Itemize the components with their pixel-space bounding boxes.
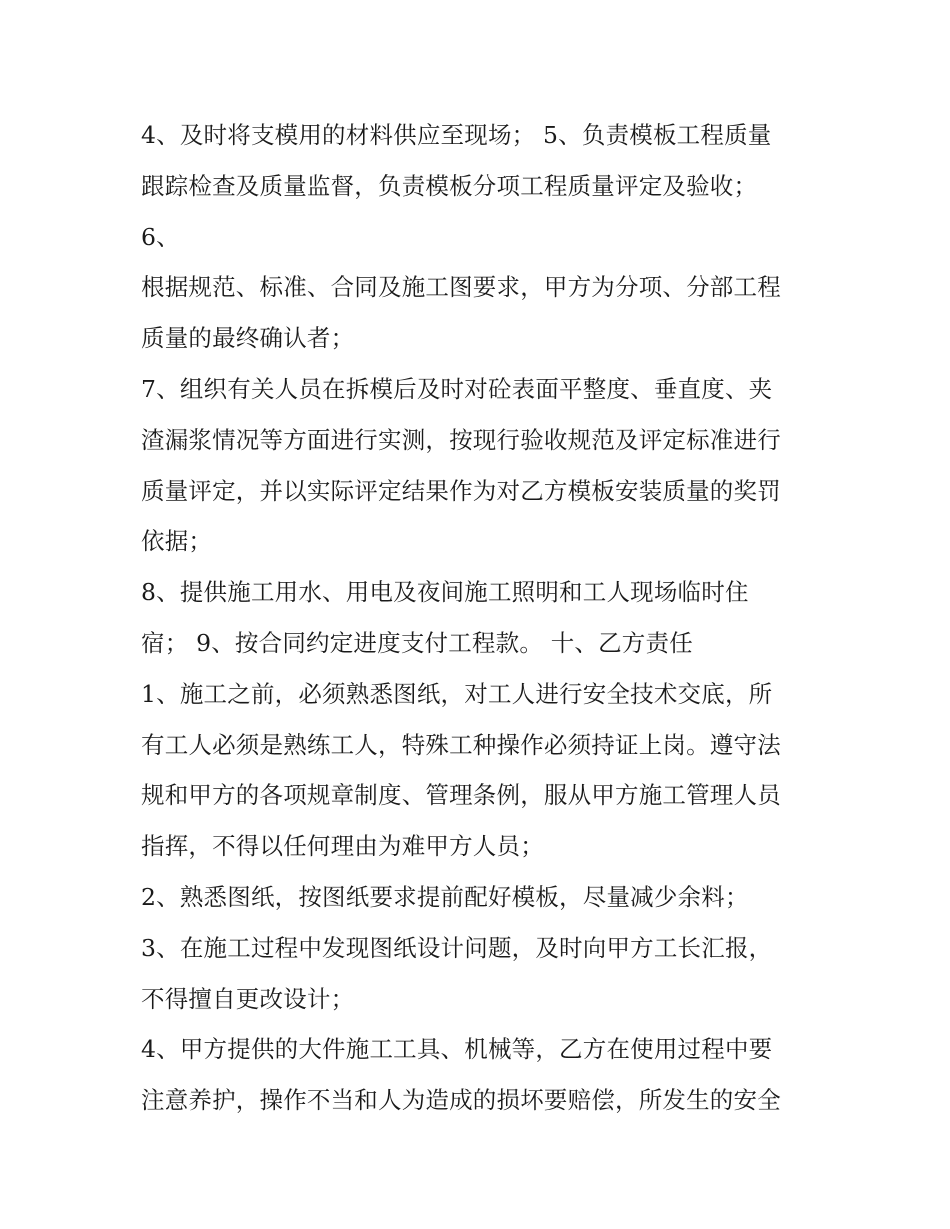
text-line: 不得擅自更改设计； (141, 984, 355, 1013)
text-line: 有工人必须是熟练工人，特殊工种操作必须持证上岗。遵守法 (141, 730, 781, 759)
text-line: 1、施工之前，必须熟悉图纸，对工人进行安全技术交底，所 (141, 679, 773, 708)
text-line: 注意养护，操作不当和人为造成的损坏要赔偿，所发生的安全 (141, 1086, 781, 1115)
text-line: 指挥，不得以任何理由为难甲方人员； (141, 832, 544, 861)
text-line: 跟踪检查及质量监督，负责模板分项工程质量评定及验收； (141, 171, 758, 200)
text-line: 质量的最终确认者； (141, 324, 355, 353)
text-line: 质量评定，并以实际评定结果作为对乙方模板安装质量的奖罚 (141, 476, 781, 505)
text-line: 7、组织有关人员在拆模后及时对砼表面平整度、垂直度、夹 (141, 374, 773, 403)
text-line: 2、熟悉图纸，按图纸要求提前配好模板，尽量减少余料； (141, 882, 749, 911)
text-line: 渣漏浆情况等方面进行实测，按现行验收规范及评定标准进行 (141, 425, 781, 454)
text-line: 规和甲方的各项规章制度、管理条例，服从甲方施工管理人员 (141, 781, 781, 810)
text-line: 依据； (141, 527, 213, 556)
text-line: 根据规范、标准、合同及施工图要求，甲方为分项、分部工程 (141, 273, 781, 302)
text-line: 4、甲方提供的大件施工工具、机械等，乙方在使用过程中要 (141, 1035, 773, 1064)
text-line: 4、及时将支模用的材料供应至现场； 5、负责模板工程质量 (141, 121, 772, 149)
text-line: 宿； 9、按合同约定进度支付工程款。 十、乙方责任 (141, 628, 693, 657)
text-line: 8、提供施工用水、用电及夜间施工照明和工人现场临时住 (141, 578, 749, 607)
text-line: 3、在施工过程中发现图纸设计问题，及时向甲方工长汇报， (141, 933, 773, 962)
text-line: 6、 (141, 222, 180, 251)
document-body (141, 110, 821, 1126)
